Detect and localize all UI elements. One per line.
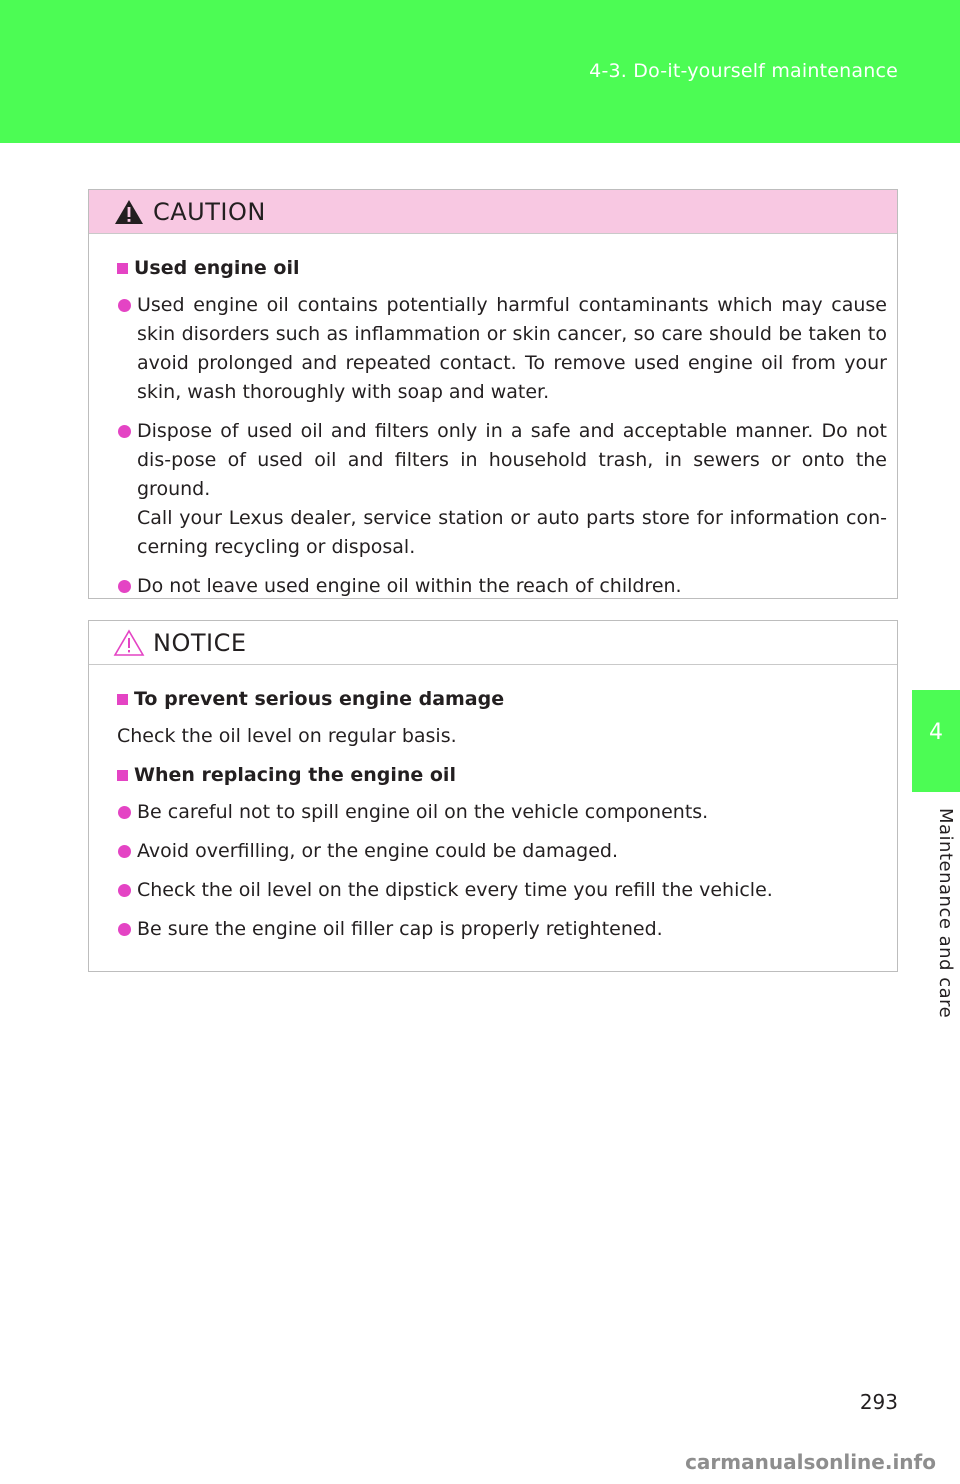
notice-heading	[117, 761, 887, 790]
page-number: 293	[859, 1390, 898, 1414]
caution-bullet	[117, 417, 887, 562]
header-band	[0, 0, 960, 143]
notice-bullet	[117, 837, 887, 866]
notice-box	[88, 620, 898, 972]
notice-header	[89, 621, 897, 665]
bullet-dot-icon	[118, 806, 131, 819]
bullet-dot-icon	[118, 884, 131, 897]
notice-text: Check the oil level on regular basis.	[117, 725, 457, 747]
square-bullet-icon	[117, 263, 128, 274]
bullet-dot-icon	[118, 580, 131, 593]
caution-heading-text: Used engine oil	[134, 257, 300, 279]
caution-bullet-text: Used engine oil contains potentially harmful contaminants which may cause skin disorders such as inflammation or skin cancer, so care should be taken to avoid prolonged and repeated contact. To remove used engine oil from your skin, wash thoroughly with soap and water.	[137, 294, 887, 403]
notice-title: NOTICE	[153, 628, 247, 657]
caution-bullet-text: Dispose of used oil and filters only in a safe and acceptable manner. Do not dis-pose of used oil and filters in household trash, in sewers or onto the ground.	[137, 420, 887, 500]
notice-bullet-text: Check the oil level on the dipstick every time you refill the vehicle.	[137, 879, 773, 901]
bullet-dot-icon	[118, 845, 131, 858]
chapter-label: Maintenance and care	[935, 808, 956, 1019]
caution-bullet	[117, 291, 887, 407]
caution-header	[89, 190, 897, 234]
notice-bullet	[117, 798, 887, 827]
notice-bullet-text: Avoid overfilling, or the engine could be damaged.	[137, 840, 619, 862]
square-bullet-icon	[117, 770, 128, 781]
notice-bullet	[117, 876, 887, 905]
section-title: 4-3. Do-it-yourself maintenance	[589, 60, 898, 82]
notice-heading-text: To prevent serious engine damage	[134, 688, 505, 710]
chapter-tab	[912, 690, 960, 792]
warning-triangle-icon	[113, 198, 145, 226]
caution-bullet-extra: Call your Lexus dealer, service station or auto parts store for information con-cerning recycling or disposal.	[137, 507, 887, 558]
notice-bullet-text: Be careful not to spill engine oil on the vehicle components.	[137, 801, 709, 823]
caution-bullet-text: Do not leave used engine oil within the reach of children.	[137, 575, 682, 597]
notice-body	[89, 665, 897, 944]
bullet-dot-icon	[118, 923, 131, 936]
notice-bullet-text: Be sure the engine oil filler cap is properly retightened.	[137, 918, 663, 940]
notice-triangle-icon	[113, 629, 145, 657]
notice-heading	[117, 685, 887, 714]
notice-heading-text: When replacing the engine oil	[134, 764, 456, 786]
watermark-link[interactable]: carmanualsonline.info	[685, 1450, 936, 1474]
caution-title: CAUTION	[153, 197, 266, 226]
caution-bullet	[117, 572, 887, 601]
caution-heading	[117, 254, 887, 283]
chapter-number: 4	[929, 720, 943, 745]
bullet-dot-icon	[118, 299, 131, 312]
square-bullet-icon	[117, 694, 128, 705]
caution-box	[88, 189, 898, 599]
notice-bullet	[117, 915, 887, 944]
bullet-dot-icon	[118, 425, 131, 438]
caution-body	[89, 234, 897, 601]
